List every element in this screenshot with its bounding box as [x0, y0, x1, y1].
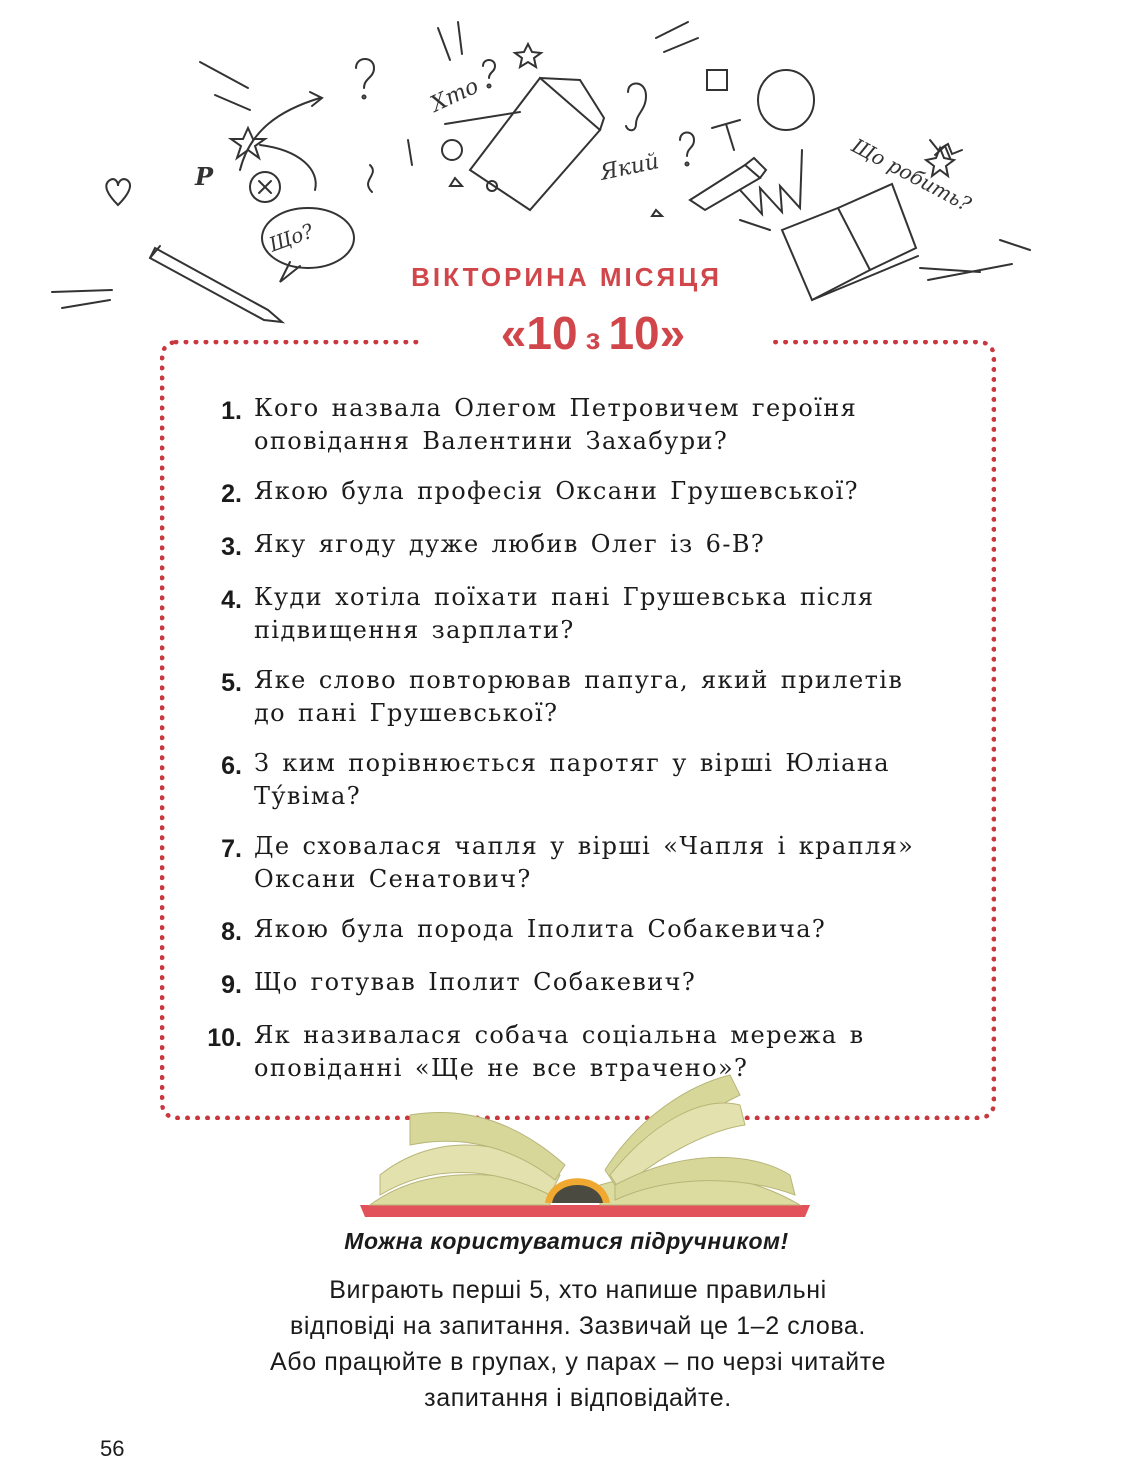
question-number: 6.: [221, 752, 242, 780]
question-item: [190, 830, 950, 896]
question-number: 3.: [221, 533, 242, 561]
question-text: Куди хотіла поїхати пані Грушевська після підвищення зарплати?: [254, 583, 875, 644]
question-item: [190, 475, 950, 511]
open-book-illustration: [350, 1055, 820, 1225]
question-item: [190, 664, 950, 730]
question-text: Як називалася собача соціальна мережа в оповіданні «Ще не все втрачено»?: [254, 1021, 865, 1082]
question-number: 10.: [207, 1024, 242, 1052]
question-list: [190, 392, 950, 1102]
rules-text: [160, 1272, 996, 1416]
doodle-letter-p: P: [195, 162, 214, 191]
question-text: Якою була порода Іполита Собакевича?: [254, 915, 827, 943]
doodle-word-yakyi: Який: [598, 149, 662, 186]
doodle-word-shcho: Що?: [265, 218, 317, 257]
quiz-subtitle: ВІКТОРИНА МІСЯЦЯ: [411, 262, 722, 292]
question-number: 7.: [221, 835, 242, 863]
question-number: 9.: [221, 971, 242, 999]
question-item: [190, 392, 950, 458]
question-item: [190, 747, 950, 813]
question-text: Яку ягоду дуже любив Олег із 6-В?: [254, 530, 766, 558]
question-number: 2.: [221, 480, 242, 508]
rules-line: запитання і відповідайте.: [424, 1384, 732, 1412]
question-text: Яке слово повторював папуга, який прилетів до пані Грушевської?: [254, 666, 904, 727]
doodle-word-shcho-robyt: Що робить?: [847, 133, 976, 217]
question-number: 8.: [221, 918, 242, 946]
question-text: З ким порівнюється паротяг у вірші Юліана Ту́віма?: [254, 749, 890, 810]
question-item: [190, 913, 950, 949]
question-item: [190, 528, 950, 564]
question-item: [190, 966, 950, 1002]
textbook-note: Можна користуватися підручником!: [344, 1228, 789, 1254]
quiz-title: [430, 306, 756, 360]
question-text: Кого назвала Олегом Петровичем героїня оповідання Валентини Захабури?: [254, 394, 858, 455]
question-text: Якою була професія Оксани Грушевської?: [254, 477, 859, 505]
question-text: Що готував Іполит Собакевич?: [254, 968, 697, 996]
question-item: [190, 581, 950, 647]
question-number: 1.: [221, 397, 242, 425]
rules-line: відповіді на запитання. Зазвичай це 1–2 слова.: [290, 1312, 866, 1340]
question-number: 5.: [221, 669, 242, 697]
quiz-title-right: 10»: [608, 307, 686, 359]
question-text: Де сховалася чапля у вірші «Чапля і крапля» Оксани Сенатович?: [254, 832, 915, 893]
rules-line: Або працюйте в групах, у парах – по черзі читайте: [270, 1348, 886, 1376]
page-number: 56: [100, 1436, 125, 1461]
doodle-word-hto: Хто: [426, 73, 483, 118]
rules-line: Виграють перші 5, хто напише правильні: [329, 1276, 827, 1304]
quiz-title-left: «10: [500, 307, 578, 359]
quiz-title-mid: з: [585, 323, 601, 356]
question-number: 4.: [221, 586, 242, 614]
